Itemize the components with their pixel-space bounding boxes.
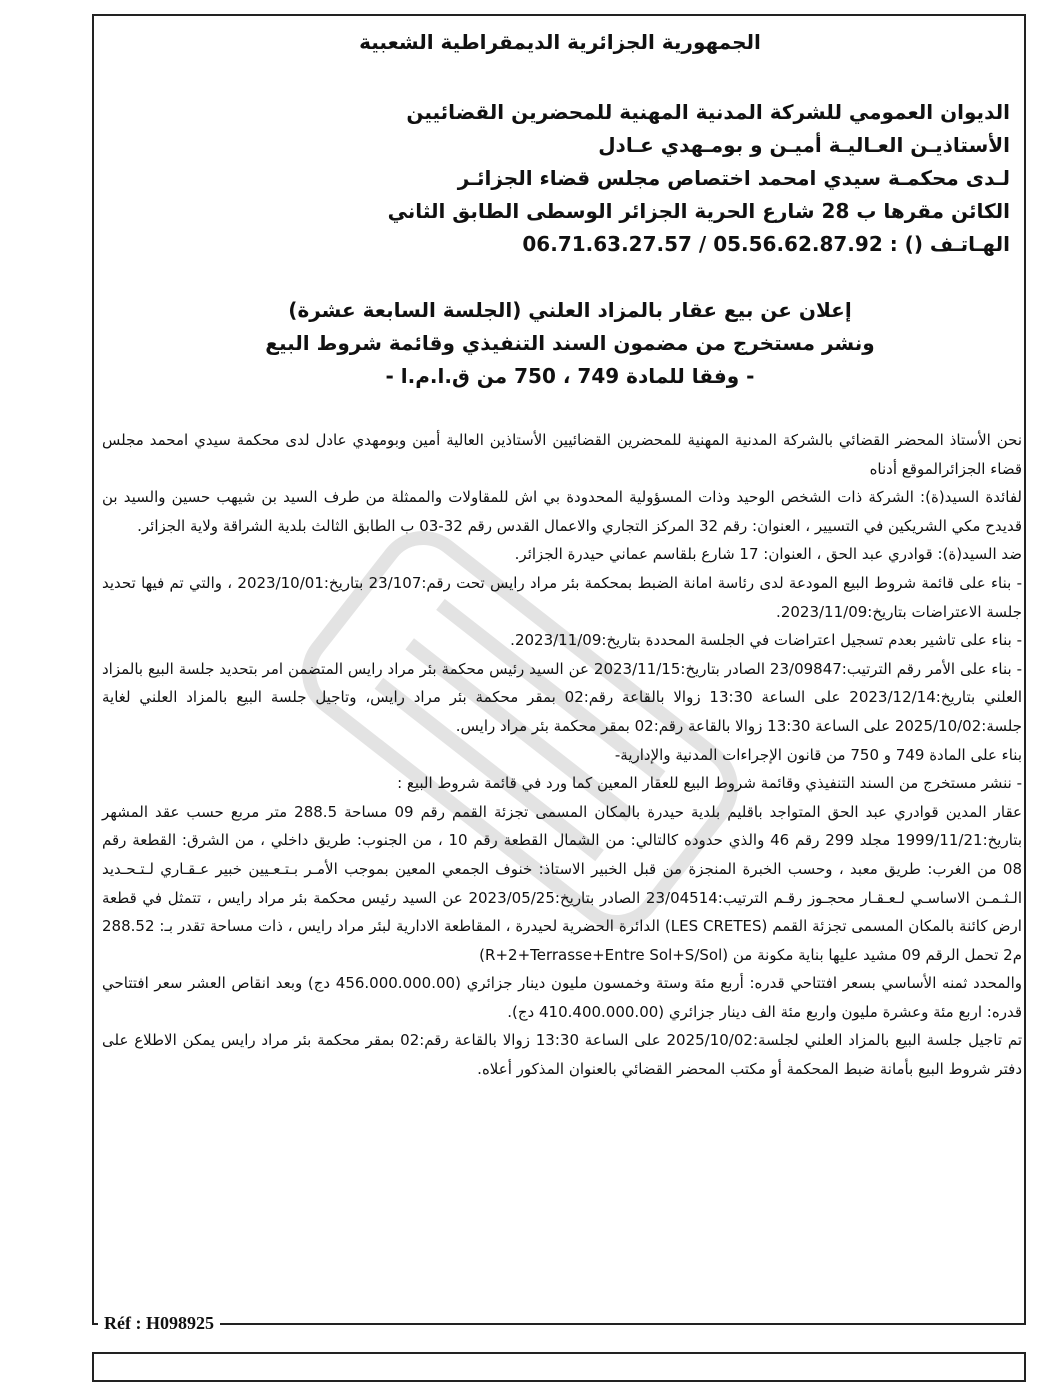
body-paragraph-postponement: تم تاجيل جلسة البيع بالمزاد العلني لجلسة:2025/10/02 على الساعة 13:30 زوالا بالقاعة رقم:02 بمقر محكمة بئر مراد رايس يمكن الاطلاع على دفتر شروط البيع بأمانة ضبط المحكمة أو مكتب المحضر القضائي بالعنوان المذكور أعلاه.: [102, 1031, 1022, 1079]
header-line-court: لـدى محكمـة سيدي امحمد اختصاص مجلس قضاء الجزائـر: [457, 166, 1010, 190]
body-paragraph-publication: - ننشر مستخرج من السند التنفيذي وقائمة شروط البيع للعقار المعين كما ورد في قائمة شروط البيع :: [397, 774, 1022, 793]
body-paragraph-legal-basis: بناء على المادة 749 و 750 من قانون الإجراءات المدنية والإدارية-: [614, 745, 1022, 764]
header-line-phone: الهـاتـف () : 05.56.62.87.92 / 06.71.63.27.57: [522, 232, 1010, 256]
header-line-office: الديوان العمومي للشركة المدنية المهنية للمحضرين القضائيين: [406, 100, 1010, 124]
reference-number: Réf : H098925: [98, 1309, 220, 1337]
header-line-address: الكائن مقرها ب 28 شارع الحرية الجزائر الوسطى الطابق الثاني: [387, 199, 1010, 223]
body-paragraph-defendant: ضد السيد(ة): قوادري عبد الحق ، العنوان: 17 شارع بلقاسم عماني حيدرة الجزائر.: [514, 545, 1022, 564]
title-line-article: - وفقا للمادة 749 ، 750 من ق.ا.م.ا -: [385, 364, 755, 388]
title-line-extract: ونشر مستخرج من مضمون السند التنفيذي وقائمة شروط البيع: [265, 331, 875, 355]
body-paragraph-beneficiary: لفائدة السيد(ة): الشركة ذات الشخص الوحيد وذات المسؤولية المحدودة بي اش للمقاولات والممثلة من طرف السيد بن شيهب حسين والسيد بن قديدح مكي الشريكين في التسيير ، العنوان: رقم 32 المركز التجاري والاعمال القدس رقم 32-03 ب الطابق الثالث بلدية الشراقة ولاية الجزائر.: [102, 488, 1022, 535]
republic-title: الجمهورية الجزائرية الديمقراطية الشعبية: [359, 30, 761, 54]
announcement-title: [120, 294, 1020, 393]
body-paragraph-order: - بناء على الأمر رقم الترتيب:23/09847 الصادر بتاريخ:2023/11/15 عن السيد رئيس محكمة بئر مراد رايس المتضمن امر بتحديد جلسة البيع بالمزاد العلني بتاريخ:2023/12/14 على الساعة 13:30 زوالا بالقاعة رقم:02 بمقر محكمة بئر مراد رايس، وتاجيل جلسة البيع بالمزاد العلني لغاية جلسة:2025/10/02 على الساعة 13:30 زوالا بالقاعة رقم:02 بمقر محكمة بئر مراد رايس.: [102, 659, 1023, 735]
header-line-bailiffs: الأستاذيـن العـاليـة أميـن و بومـهدي عـادل: [598, 133, 1010, 157]
body-paragraph-conditions-list: - بناء على قائمة شروط البيع المودعة لدى رئاسة امانة الضبط بمحكمة بئر مراد رايس تحت رقم:23/107 بتاريخ:2023/10/01 ، والتي تم فيها تحديد جلسة الاعتراضات بتاريخ:2023/11/09.: [102, 573, 1022, 621]
announcement-body: [102, 426, 1022, 1084]
body-paragraph-no-objections: - بناء على تاشير بعدم تسجيل اعتراضات في الجلسة المحددة بتاريخ:2023/11/09.: [510, 631, 1022, 650]
body-paragraph-price: والمحدد ثمنه الأساسي بسعر افتتاحي قدره: أربع مئة وستة وخمسون مليون دينار جزائري (456.000.000.00 دج) وبعد انقاص العشر سعر افتتاحي قدره: اربع مئة وعشرة مليون واربع مئة الف دينار جزائري (410.400.000.00 دج).: [102, 974, 1023, 1021]
next-announcement-frame: [92, 1352, 1026, 1382]
body-paragraph-property: عقار المدين قوادري عبد الحق المتواجد باقليم بلدية حيدرة بالمكان المسمى تجزئة القمم رقم 09 مساحة 288.5 متر مربع حسب عقد المشهر بتاريخ:1999/11/21 مجلد 299 رقم 46 والذي حدوده كالتالي: من الشمال القطعة رقم 10 ، من الجنوب: طريق داخلي ، من الشرق: القطعة رقم 08 من الغرب: طريق معبد ، وحسب الخبرة المنجزة من قبل الخبير الاستاذ: خنوف الجمعي المعين بموجب الأمـر بـتـعـيين خبير عـقـاري لـتـحـديد الـثـمـن الاساسـي لـعـقـار محجـوز رقـم الترتيب:23/04514 الصادر بتاريخ:2023/05/25 عن السيد رئيس محكمة بئر مراد رايس ، تتمثل في قطعة ارض كائنة بالمكان المسمى تجزئة القمم (LES CRETES) الدائرة الحضرية لحيدرة ، المقاطعة الادارية لبئر مراد رايس ، ذات مساحة تقدر بـ: 288.52 م2 تحمل الرقم 09 مشيد عليها بناية مكونة من (R+2+Terrasse+Entre Sol+S/Sol): [102, 802, 1022, 964]
title-line-sale: إعلان عن بيع عقار بالمزاد العلني (الجلسة السابعة عشرة): [288, 298, 852, 322]
office-header: [110, 96, 1010, 261]
body-paragraph-intro: نحن الأستاذ المحضر القضائي بالشركة المدنية المهنية للمحضرين القضائيين الأستاذين العالية أمين وبومهدي عادل لدى محكمة سيدي امحمد مجلس قضاء الجزائرالموقع أدناه: [102, 431, 1022, 478]
